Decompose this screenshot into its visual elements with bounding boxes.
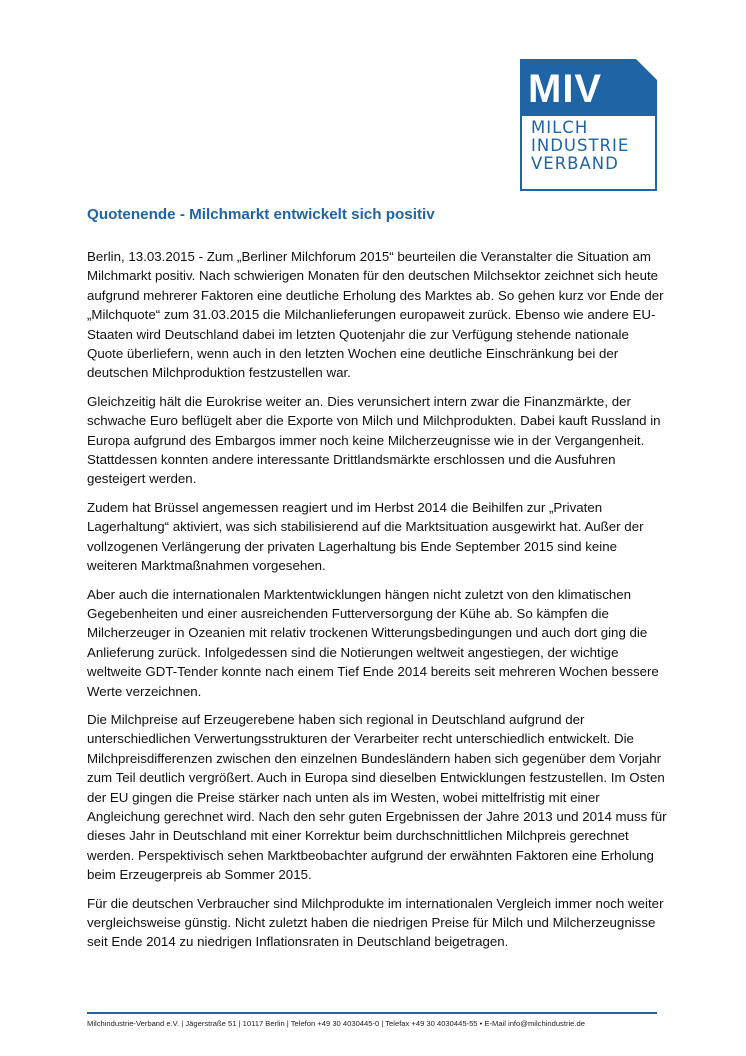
paragraph-2: Gleichzeitig hält die Eurokrise weiter an. Dies verunsichert intern zwar die Finanzmärkte, der schwache Euro beflügelt aber die Exporte von Milch und Milchprodukten. Dabei kauft Russland in Europa aufgrund des Embargos immer noch keine Milcherzeugnisse wie in der Vergangenheit. Stattdessen konnten andere interessante Drittlandsmärkte erschlossen und die Ausfuhren gesteigert werden. [87,393,661,487]
logo-line-1: MILCH [531,118,589,137]
miv-logo [520,59,657,193]
paragraph-1: Berlin, 13.03.2015 - Zum „Berliner Milchforum 2015“ beurteilen die Veranstalter die Situation am Milchmarkt positiv. Nach schwierigen Monaten für den deutschen Milchsektor zeichnet sich heute aufgrund mehrerer Faktoren eine deutliche Erholung des Marktes ab. So gehen kurz vor Ende der „Milchquote“ zum 31.03.2015 die Milchanlieferungen europaweit zurück. Ebenso wie andere EU-Staaten wird Deutschland dabei im letzten Quotenjahr die zur Verfügung stehende nationale Quote überliefern, wenn auch in den letzten Wochen eine deutliche Einschränkung bei der deutschen Milchproduktion festzustellen war. [87,249,664,381]
document-title: Quotenende - Milchmarkt entwickelt sich positiv [87,206,435,223]
paragraph-4: Aber auch die internationalen Marktentwicklungen hängen nicht zuletzt von den klimatischen Gegebenheiten und einer ausreichenden Futterversorgung der Kühe ab. So kämpfen die Milcherzeuger in Ozeanien mit relativ trockenen Witterungsbedingungen und auch dort ging die Anlieferung zurück. Infolgedessen sind die Notierungen weltweit angestiegen, der wichtige weltweite GDT-Tender konnte nach einem Tief Ende 2014 bereits seit mehreren Wochen bessere Werte verzeichnen. [87,586,659,699]
logo-name-box [520,116,657,191]
paragraph-3: Zudem hat Brüssel angemessen reagiert und im Herbst 2014 die Beihilfen zur „Privaten Lagerhaltung“ aktiviert, was sich stabilisierend auf die Marktsituation ausgewirkt hat. Außer der vollzogenen Verlängerung der privaten Lagerhaltung bis Ende September 2015 sind keine weiteren Marktmaßnahmen vorgesehen. [87,499,644,574]
paragraph-6: Für die deutschen Verbraucher sind Milchprodukte im internationalen Vergleich immer noch weiter vergleichsweise günstig. Nicht zuletzt haben die niedrigen Preise für Milch und Milcherzeugnisse seit Ende 2014 zu niedrigen Inflationsraten in Deutschland beigetragen. [87,895,664,950]
logo-abbreviation: MIV [528,67,603,111]
body-text [87,247,667,961]
footer-divider [87,1012,657,1014]
footer-contact-line: Milchindustrie-Verband e.V. | Jägerstraße 51 | 10117 Berlin | Telefon +49 30 4030445-0 | Telefax +49 30 4030445-55 • E-Mail info@milchindustrie.de [87,1019,585,1028]
logo-line-2: INDUSTRIE [531,136,630,155]
logo-line-3: VERBAND [531,154,619,173]
paragraph-5: Die Milchpreise auf Erzeugerebene haben sich regional in Deutschland aufgrund der unterschiedlichen Verwertungsstrukturen der Verarbeiter recht unterschiedlich entwickelt. Die Milchpreisdifferenzen zwischen den einzelnen Bundesländern haben sich gegenüber dem Vorjahr zum Teil deutlich vergrößert. Auch in Europa sind dieselben Entwicklungen festzustellen. Im Osten der EU gingen die Preise stärker nach unten als im Westen, wobei mittelfristig mit einer Angleichung gerechnet wird. Nach den sehr guten Ergebnissen der Jahre 2013 und 2014 muss für dieses Jahr in Deutschland mit einer Korrektur beim durchschnittlichen Milchpreis gerechnet werden. Perspektivisch sehen Marktbeobachter aufgrund der erwähnten Faktoren eine Erholung beim Erzeugerpreis ab Sommer 2015. [87,711,667,883]
